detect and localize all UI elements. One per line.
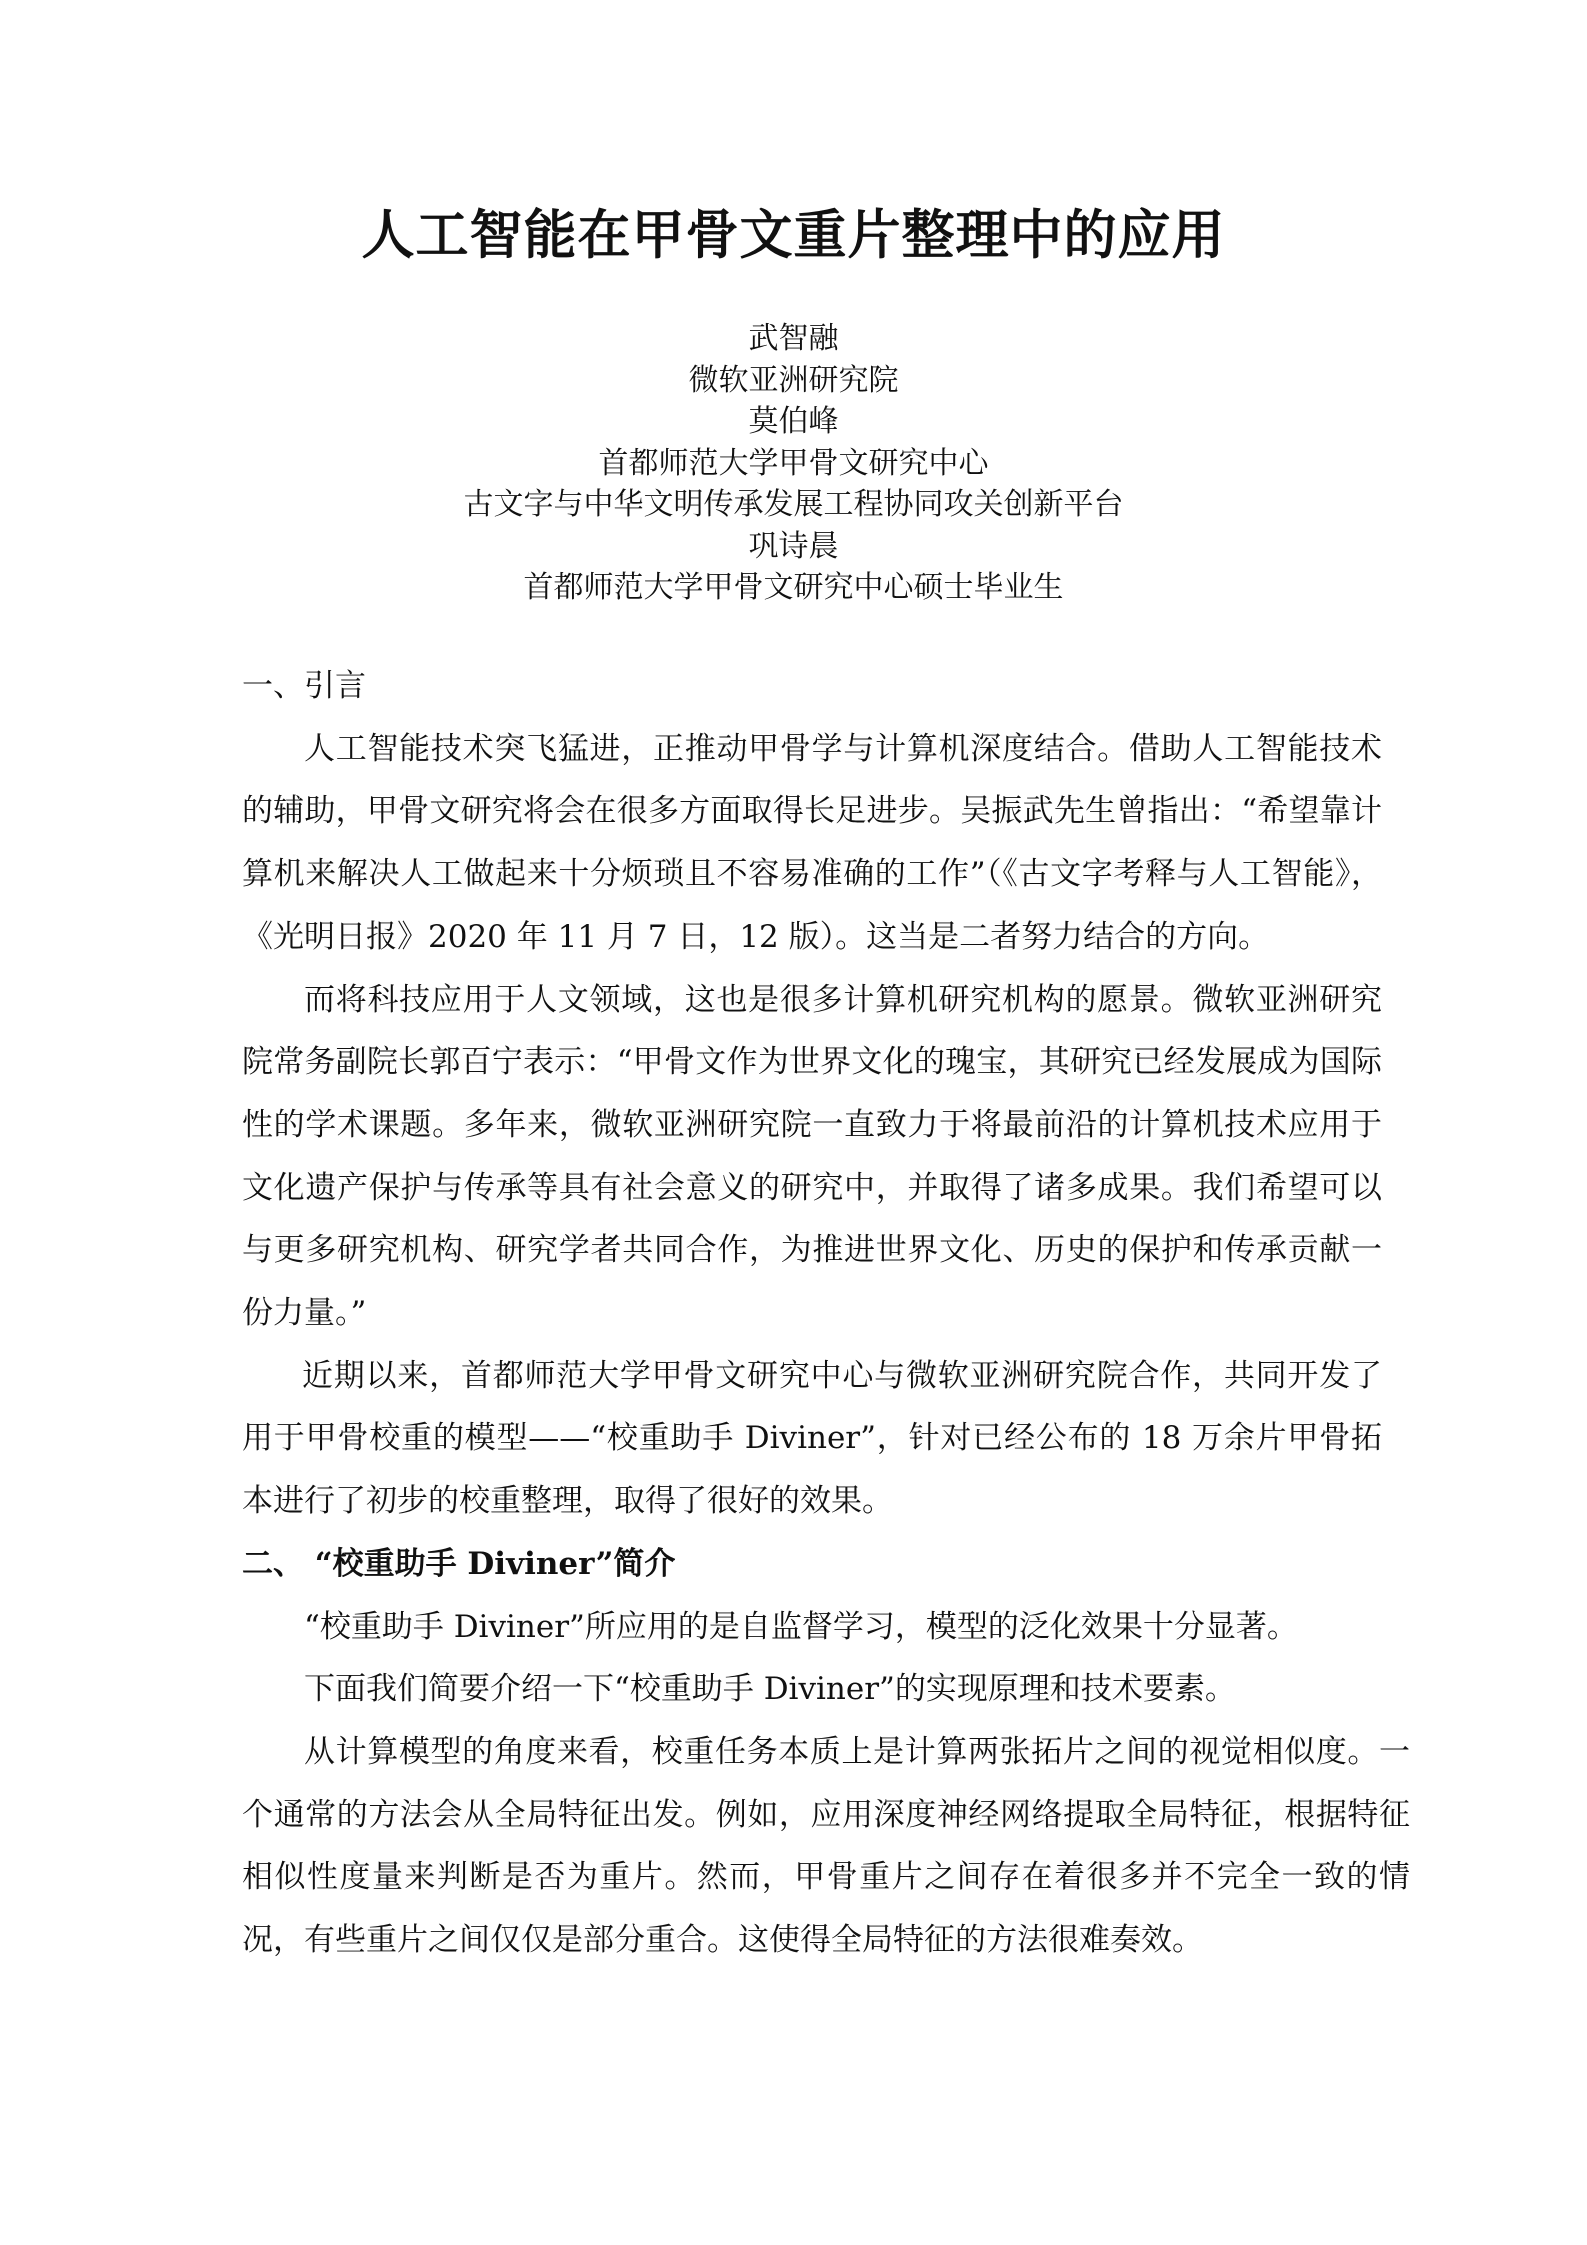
paragraph: 从计算模型的角度来看，校重任务本质上是计算两张拓片之间的视觉相似度。一个通常的方法会从全局特征出发。例如，应用深度神经网络提取全局特征，根据特征相似性度量来判断是否为重片。然而，甲骨重片之间存在着很多并不完全一致的情况，有些重片之间仅仅是部分重合。这使得全局特征的方法很难奏效。 <box>242 1733 1410 1959</box>
document-title: 人工智能在甲骨文重片整理中的应用 <box>361 204 1226 266</box>
section-heading-diviner-intro: 二、 “校重助手 Diviner”简介 <box>242 1545 676 1582</box>
author-affiliation: 微软亚洲研究院 <box>688 362 899 398</box>
author-name: 武智融 <box>748 321 839 356</box>
body-text <box>242 655 1410 1972</box>
paragraph: 下面我们简要介绍一下“校重助手 Diviner”的实现原理和技术要素。 <box>304 1671 1236 1708</box>
paragraph: 而将科技应用于人文领域，这也是很多计算机研究机构的愿景。微软亚洲研究院常务副院长郭百宁表示：“甲骨文作为世界文化的瑰宝，其研究已经发展成为国际性的学术课题。多年来，微软亚洲研究院一直致力于将最前沿的计算机技术应用于文化遗产保护与传承等具有社会意义的研究中，并取得了诸多成果。我们希望可以与更多研究机构、研究学者共同合作，为推进世界文化、历史的保护和传承贡献一份力量。” <box>242 981 1382 1332</box>
paragraph: “校重助手 Diviner”所应用的是自监督学习，模型的泛化效果十分显著。 <box>304 1608 1298 1645</box>
paragraph: 近期以来，首都师范大学甲骨文研究中心与微软亚洲研究院合作，共同开发了用于甲骨校重的模型——“校重助手 Diviner”，针对已经公布的 18 万余片甲骨拓本进行了初步的校重整理，取得了很好的效果。 <box>242 1357 1382 1520</box>
paragraph: 人工智能技术突飞猛进，正推动甲骨学与计算机深度结合。借助人工智能技术的辅助，甲骨文研究将会在很多方面取得长足进步。吴振武先生曾指出：“希望靠计算机来解决人工做起来十分烦琐且不容易准确的工作”（《古文字考释与人工智能》，《光明日报》2020 年 11 月 7 日，12 版）。这当是二者努力结合的方向。 <box>242 730 1382 955</box>
author-name: 巩诗晨 <box>748 528 839 564</box>
author-affiliation: 首都师范大学甲骨文研究中心 <box>598 445 989 481</box>
author-affiliation: 古文字与中华文明传承发展工程协同攻关创新平台 <box>463 487 1124 522</box>
author-name: 莫伯峰 <box>748 404 839 439</box>
section-heading-introduction: 一、引言 <box>242 668 366 704</box>
author-affiliation: 首都师范大学甲骨文研究中心硕士毕业生 <box>523 570 1064 605</box>
author-list <box>0 318 1587 609</box>
